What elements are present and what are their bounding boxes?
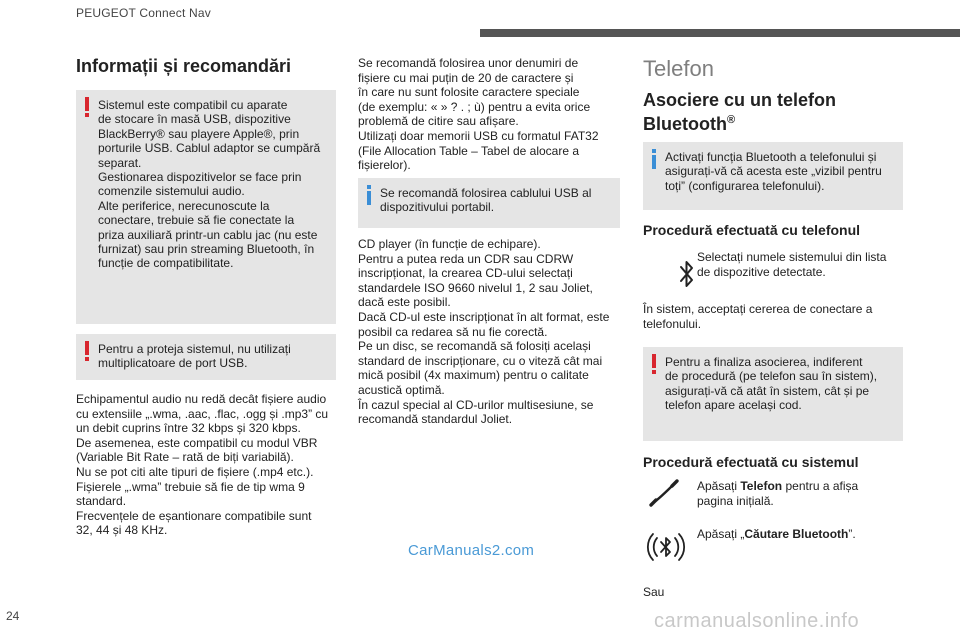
sau-text: Sau (643, 585, 665, 599)
step2-bold: Căutare Bluetooth (744, 527, 849, 541)
text-line: standard de inscripționare, cu o viteză cât mai (358, 353, 603, 368)
step-cautare-text (697, 527, 903, 542)
text-line: de procedură (pe telefon sau în sistem), (665, 369, 878, 384)
warning-icon (85, 97, 89, 117)
watermark-carmanuals2[interactable]: CarManuals2.com (408, 542, 535, 559)
step-telefon-text (697, 479, 903, 508)
text-line: Gestionarea dispozitivelor se face prin (98, 170, 302, 185)
text-line: dispozitivului portabil. (380, 200, 495, 215)
header-bar (480, 29, 960, 37)
warning-text (665, 355, 895, 413)
text-line: Dacă CD-ul este inscripționat în alt format, este (358, 309, 610, 324)
info-text (665, 150, 895, 193)
text-line: În sistem, acceptați cererea de conectare a (643, 302, 873, 316)
registered-mark: ® (726, 114, 736, 126)
phone-step-text (697, 250, 903, 279)
text-line: Frecvențele de eșantionare compatibile sunt (76, 508, 312, 523)
text-line: de stocare în masă USB, dispozitive (98, 112, 291, 127)
page-number: 24 (6, 609, 20, 623)
text-line: Se recomandă folosirea cablului USB al (380, 186, 592, 200)
text-line: Fișierele „.wma” trebuie să fie de tip wma 9 (76, 479, 305, 494)
step1-post: pentru a afișa (782, 479, 859, 493)
step1-bold: Telefon (740, 479, 783, 493)
text-line: telefon apare același cod. (665, 398, 802, 413)
text-line: 32, 44 și 48 KHz. (76, 523, 168, 538)
text-line: Pentru a putea reda un CDR sau CDRW (358, 251, 574, 266)
bluetooth-search-icon (646, 528, 686, 568)
info-box-usb-cable (358, 178, 620, 228)
audio-format-paragraph (76, 392, 344, 538)
text-line: fișierelor). (358, 158, 411, 173)
text-line: posibil ca redarea să nu fie corectă. (358, 324, 548, 339)
pairing-heading-line1: Asociere cu un telefon (643, 90, 837, 110)
text-line: mică posibil (4x maximum) pentru o calitate (358, 368, 589, 383)
text-line: asigurați-vă că atât în sistem, cât și pe (665, 383, 870, 398)
text-line: (File Allocation Table – Tabel de alocare a (358, 143, 580, 158)
text-line: Sistemul este compatibil cu aparate (98, 98, 288, 112)
text-line: Nu se pot citi alte tipuri de fișiere (.mp4 etc.). (76, 464, 314, 479)
running-header: PEUGEOT Connect Nav (76, 6, 211, 20)
text-line: comenzile sistemului audio. (98, 184, 245, 199)
warning-icon (85, 341, 89, 361)
text-line: fișiere cu mai puțin de 20 de caractere și (358, 70, 574, 85)
text-line: standard. (76, 494, 127, 509)
warning-text (98, 98, 328, 271)
text-line: De asemenea, este compatibil cu modul VBR (76, 435, 318, 450)
text-line: (de exemplu: « » ? . ; ù) pentru a evita orice (358, 99, 591, 114)
text-line: acustică optimă. (358, 382, 445, 397)
section-title-telefon: Telefon (643, 56, 714, 81)
filename-paragraph (358, 56, 626, 173)
text-line: recomandă standardul Joliet. (358, 412, 513, 427)
watermark-carmanualsonline[interactable]: carmanualsonline.info (654, 610, 860, 632)
text-line: Pentru a finaliza asocierea, indiferent (665, 355, 863, 369)
system-accept-text (643, 302, 903, 331)
cd-player-paragraph (358, 237, 626, 427)
warning-box-usb (76, 334, 336, 380)
text-line: telefonului. (643, 316, 702, 331)
warning-text (98, 342, 328, 371)
text-line: (Variable Bit Rate – rată de biți variabilă). (76, 450, 294, 465)
text-line: BlackBerry® sau playere Apple®, prin (98, 126, 300, 141)
step2-post: ”. (848, 527, 856, 541)
phone-handset-icon (648, 478, 680, 510)
text-line: Pentru a proteja sistemul, nu utilizați (98, 342, 291, 356)
procedure-system-heading: Procedură efectuată cu sistemul (643, 454, 859, 470)
text-line: Selectați numele sistemului din lista (697, 250, 887, 264)
text-line: Echipamentul audio nu redă decât fișiere audio (76, 392, 327, 406)
info-box-bluetooth (643, 142, 903, 210)
step1-line2: pagina inițială. (697, 493, 774, 508)
text-line: În cazul special al CD-urilor multisesiune, se (358, 397, 594, 412)
warning-box-compatibility (76, 90, 336, 324)
text-line: Utilizați doar memorii USB cu formatul FAT32 (358, 128, 599, 143)
text-line: multiplicatoare de port USB. (98, 356, 248, 371)
pairing-heading-line2: Bluetooth (643, 114, 727, 134)
text-line: Alte periferice, nerecunoscute la (98, 198, 270, 213)
text-line: separat. (98, 155, 142, 170)
text-line: conectare, trebuie să fie conectate la (98, 213, 295, 228)
step2-pre: Apăsați „ (697, 527, 745, 541)
text-line: funcție de compatibilitate. (98, 256, 234, 271)
text-line: un debit cuprins între 32 kbps și 320 kbps. (76, 421, 301, 436)
text-line: problemă de citire sau afișare. (358, 114, 519, 129)
section-title-informatii: Informații și recomandări (76, 56, 292, 76)
text-line: cu extensiile „.wma, .aac, .flac, .ogg și .mp3” cu (76, 406, 329, 421)
procedure-phone-heading: Procedură efectuată cu telefonul (643, 222, 861, 238)
text-line: toți” (configurarea telefonului). (665, 178, 825, 193)
bluetooth-icon (679, 258, 695, 290)
pairing-heading (643, 90, 836, 134)
warning-box-code (643, 347, 903, 441)
step1-pre: Apăsați (697, 479, 741, 493)
text-line: în care nu sunt folosite caractere speciale (358, 85, 580, 100)
text-line: Activați funcția Bluetooth a telefonului și (665, 150, 877, 164)
info-text (380, 186, 612, 215)
text-line: inscripționat, la crearea CD-ului selectați (358, 266, 573, 281)
text-line: dacă este posibil. (358, 295, 451, 310)
text-line: asigurați-vă că acesta este „vizibil pentru (665, 164, 882, 179)
text-line: standardele ISO 9660 nivelul 1, 2 sau Joliet, (358, 280, 593, 295)
text-line: Se recomandă folosirea unor denumiri de (358, 56, 579, 70)
text-line: de dispozitive detectate. (697, 264, 826, 279)
text-line: porturile USB. Cablul adaptor se cumpără (98, 141, 321, 156)
text-line: Pe un disc, se recomandă să folosiți același (358, 339, 591, 354)
text-line: furnizat) sau prin streaming Bluetooth, în (98, 242, 315, 257)
warning-icon (652, 354, 656, 374)
text-line: CD player (în funcție de echipare). (358, 237, 541, 251)
text-line: priza auxiliară printr-un cablu jac (nu este (98, 227, 318, 242)
